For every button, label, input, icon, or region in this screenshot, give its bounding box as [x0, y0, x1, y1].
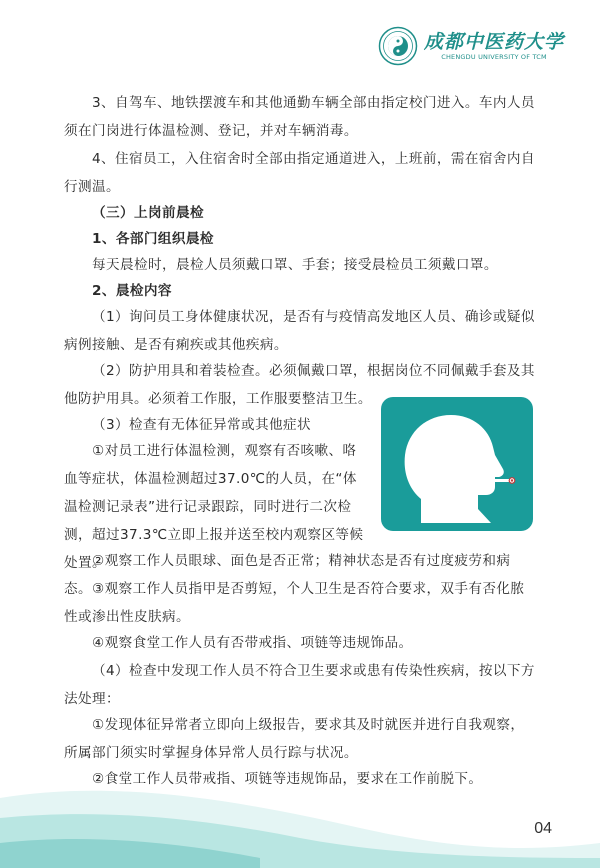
paragraph-4: 4、住宿员工，入住宿舍时全部由指定通道进入，上班前，需在宿舍内自行测温。: [64, 151, 535, 195]
paragraph-3: 3、自驾车、地铁摆渡车和其他通勤车辆全部由指定校门进入。车内人员须在门岗进行体温检测、登记，并对车辆消毒。: [64, 95, 535, 139]
check-item-4-2: ②食堂工作人员带戒指、项链等违规饰品，要求在工作前脱下。: [92, 771, 483, 787]
check-item-3: （3）检查有无体征异常或其他症状: [92, 417, 311, 433]
subsection-title-2: 2、晨检内容: [92, 283, 172, 299]
page-number: 04: [534, 820, 552, 837]
university-seal-icon: [378, 26, 418, 66]
check-item-3-3: ③观察工作人员指甲是否剪短，个人卫生是否符合要求，双手有否化脓性或渗出性皮肤病。: [64, 581, 525, 625]
section-title-3: （三）上岗前晨检: [92, 205, 204, 221]
check-item-4: （4）检查中发现工作人员不符合卫生要求或患有传染性疾病，按以下方法处理：: [64, 663, 535, 707]
check-item-3-2: ②观察工作人员眼球、面色是否正常；精神状态是否有过度疲劳和病态。: [64, 553, 511, 597]
decorative-waves: [0, 758, 600, 868]
logo-chinese-name: 成都中医药大学: [423, 30, 564, 53]
subsection-text-1: 每天晨检时，晨检人员须戴口罩、手套；接受晨检员工须戴口罩。: [92, 257, 498, 273]
logo-english-name: CHENGDU UNIVERSITY OF TCM: [441, 52, 547, 61]
check-item-2: （2）防护用具和着装检查。必须佩戴口罩，根据岗位不同佩戴手套及其他防护用具。必须着工作服，工作服要整洁卫生。: [64, 363, 535, 407]
check-item-1: （1）询问员工身体健康状况，是否有与疫情高发地区人员、确诊或疑似病例接触、是否有痢疾或其他疾病。: [64, 309, 535, 353]
temperature-check-head-icon: [381, 397, 533, 531]
university-logo: [378, 26, 564, 66]
subsection-title-1: 1、各部门组织晨检: [92, 231, 214, 247]
check-item-4-1: ①发现体征异常者立即向上级报告，要求其及时就医并进行自我观察，所属部门须实时掌握身体异常人员行踪与状况。: [64, 717, 525, 761]
check-item-3-4: ④观察食堂工作人员有否带戒指、项链等违规饰品。: [92, 635, 413, 651]
check-item-3-1: ①对员工进行体温检测，观察有否咳嗽、咯血等症状，体温检测超过37.0℃的人员，在“体温检测记录表”进行记录跟踪，同时进行二次检测，超过37.3℃立即上报并送至校内观察区等候处置。: [64, 443, 364, 571]
